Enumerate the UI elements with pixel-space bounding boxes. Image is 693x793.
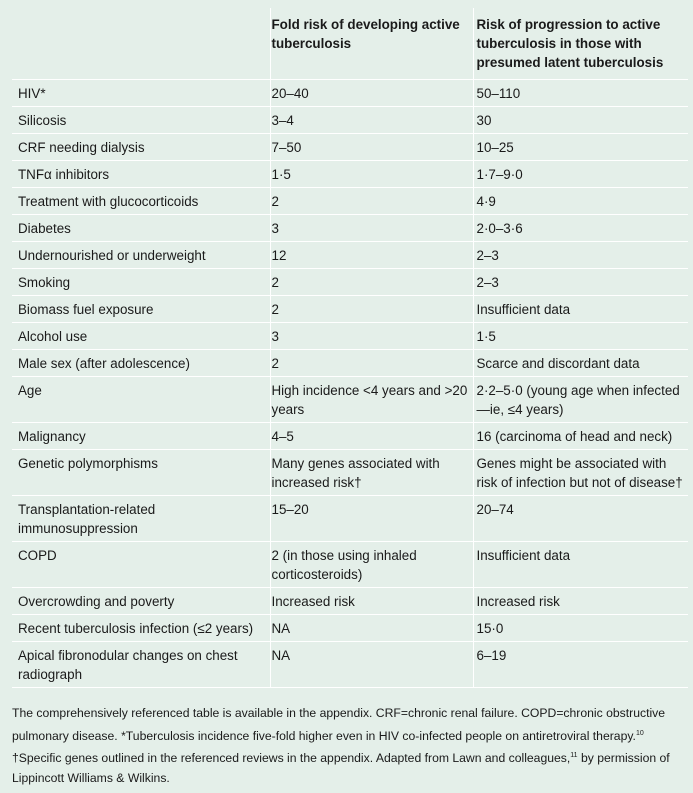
risk-factor-cell: Genetic polymorphisms [12, 450, 270, 496]
footnote-text-2: †Specific genes outlined in the referenced reviews in the appendix. Adapted from Lawn and colleagues,$^{11}$ by permission of Lippincott Williams & Wilkins. [12, 751, 670, 785]
risk-factor-cell: Alcohol use [12, 323, 270, 350]
fold-risk-cell: 20–40 [270, 80, 473, 107]
progression-risk-cell: 20–74 [473, 496, 688, 542]
header-risk-factor [12, 8, 270, 80]
footnote-ref: 10 [635, 729, 644, 737]
table-row [12, 296, 688, 323]
fold-risk-cell: 3 [270, 323, 473, 350]
footnote-text: The comprehensively referenced table is available in the appendix. CRF=chronic renal failure. COPD=chronic obstructive pulmonary disease. *Tuberculosis incidence five-fold higher even in HIV co-infected people on antiretroviral therapy.$^{10}$ [12, 706, 666, 743]
header-fold-risk: Fold risk of developing active tuberculosis [270, 8, 473, 80]
risk-factor-cell: Recent tuberculosis infection (≤2 years) [12, 615, 270, 642]
fold-risk-cell: NA [270, 642, 473, 688]
risk-factor-cell: COPD [12, 542, 270, 588]
fold-risk-cell: 2 [270, 188, 473, 215]
fold-risk-cell: 7–50 [270, 134, 473, 161]
fold-risk-cell: High incidence <4 years and >20 years [270, 377, 473, 423]
fold-risk-cell: NA [270, 615, 473, 642]
progression-risk-cell: 15·0 [473, 615, 688, 642]
progression-risk-cell: Genes might be associated with risk of infection but not of disease† [473, 450, 688, 496]
fold-risk-cell: 2 (in those using inhaled corticosteroids) [270, 542, 473, 588]
risk-factor-cell: Biomass fuel exposure [12, 296, 270, 323]
progression-risk-cell: Insufficient data [473, 296, 688, 323]
risk-factor-cell: Age [12, 377, 270, 423]
progression-risk-cell: 2–3 [473, 269, 688, 296]
fold-risk-cell: 3 [270, 215, 473, 242]
fold-risk-cell: 2 [270, 350, 473, 377]
progression-risk-cell: Insufficient data [473, 542, 688, 588]
table-row [12, 188, 688, 215]
risk-factor-cell: CRF needing dialysis [12, 134, 270, 161]
risk-factor-cell: Apical fibronodular changes on chest radiograph [12, 642, 270, 688]
table-row [12, 323, 688, 350]
fold-risk-cell: 3–4 [270, 107, 473, 134]
header-progression-risk: Risk of progression to active tuberculosis in those with presumed latent tuberculosis [473, 8, 688, 80]
progression-risk-cell: 30 [473, 107, 688, 134]
table-row [12, 161, 688, 188]
table-header-row [12, 8, 688, 80]
risk-factor-cell: Overcrowding and poverty [12, 588, 270, 615]
fold-risk-cell: Many genes associated with increased risk† [270, 450, 473, 496]
table-row [12, 450, 688, 496]
progression-risk-cell: 50–110 [473, 80, 688, 107]
table-row [12, 350, 688, 377]
progression-risk-cell: 1·5 [473, 323, 688, 350]
table-row [12, 269, 688, 296]
fold-risk-cell: 2 [270, 296, 473, 323]
progression-risk-cell: Scarce and discordant data [473, 350, 688, 377]
table-row [12, 496, 688, 542]
table-row [12, 134, 688, 161]
progression-risk-cell: 1·7–9·0 [473, 161, 688, 188]
table-row [12, 377, 688, 423]
table-row [12, 80, 688, 107]
footnote-ref: 11 [570, 752, 578, 760]
progression-risk-cell: 10–25 [473, 134, 688, 161]
risk-factor-cell: Male sex (after adolescence) [12, 350, 270, 377]
fold-risk-cell: 1·5 [270, 161, 473, 188]
risk-factor-cell: TNFα inhibitors [12, 161, 270, 188]
risk-factor-cell: Transplantation-related immunosuppression [12, 496, 270, 542]
table-row [12, 542, 688, 588]
risk-factor-cell: HIV* [12, 80, 270, 107]
progression-risk-cell: 2·2–5·0 (young age when infected—ie, ≤4 years) [473, 377, 688, 423]
risk-factor-cell: Treatment with glucocorticoids [12, 188, 270, 215]
progression-risk-cell: 2·0–3·6 [473, 215, 688, 242]
progression-risk-cell: 2–3 [473, 242, 688, 269]
progression-risk-cell: 16 (carcinoma of head and neck) [473, 423, 688, 450]
fold-risk-cell: 15–20 [270, 496, 473, 542]
table-row [12, 107, 688, 134]
risk-factor-cell: Silicosis [12, 107, 270, 134]
fold-risk-cell: 2 [270, 269, 473, 296]
table-footnote [12, 704, 688, 788]
fold-risk-cell: Increased risk [270, 588, 473, 615]
risk-factor-cell: Malignancy [12, 423, 270, 450]
fold-risk-cell: 12 [270, 242, 473, 269]
table-row [12, 615, 688, 642]
table-row [12, 588, 688, 615]
progression-risk-cell: 6–19 [473, 642, 688, 688]
risk-factor-table [12, 8, 688, 688]
table-row [12, 215, 688, 242]
progression-risk-cell: Increased risk [473, 588, 688, 615]
table-row [12, 242, 688, 269]
risk-factor-cell: Smoking [12, 269, 270, 296]
table-row [12, 642, 688, 688]
progression-risk-cell: 4·9 [473, 188, 688, 215]
risk-factor-cell: Diabetes [12, 215, 270, 242]
table-row [12, 423, 688, 450]
fold-risk-cell: 4–5 [270, 423, 473, 450]
risk-factor-cell: Undernourished or underweight [12, 242, 270, 269]
